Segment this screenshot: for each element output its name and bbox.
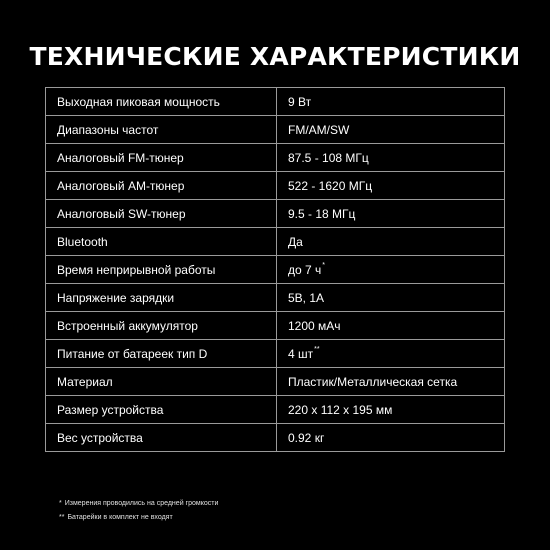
spec-value-text: 9 Вт [288,94,312,109]
spec-value [277,228,505,256]
spec-value-text: Пластик/Металлическая сетка [288,374,458,389]
spec-value [277,172,505,200]
spec-value [277,284,505,312]
table-row [46,396,505,424]
table-row [46,228,505,256]
spec-value-text: 5В, 1А [288,290,325,305]
footnotes [59,497,218,525]
spec-label: Аналоговый FM-тюнер [46,144,277,172]
specs-table [45,87,505,452]
spec-label: Аналоговый SW-тюнер [46,200,277,228]
page-title: ТЕХНИЧЕСКИЕ ХАРАКТЕРИСТИКИ [29,41,521,71]
spec-label: Диапазоны частот [46,116,277,144]
footnote-mark: * [59,500,62,507]
footnote-text: Батарейки в комплект не входят [67,514,173,521]
spec-value [277,200,505,228]
spec-label: Вес устройства [46,424,277,452]
spec-value [277,116,505,144]
spec-label: Встроенный аккумулятор [46,312,277,340]
table-row [46,424,505,452]
spec-value-text: 87.5 - 108 МГц [288,150,369,165]
spec-value-text: FM/AM/SW [288,122,350,137]
table-row [46,368,505,396]
table-row [46,144,505,172]
spec-value [277,256,505,284]
spec-value [277,424,505,452]
spec-label: Материал [46,368,277,396]
table-row [46,312,505,340]
spec-value-text: 220 x 112 x 195 мм [288,402,393,417]
table-row [46,172,505,200]
spec-value [277,88,505,116]
spec-label: Аналоговый AM-тюнер [46,172,277,200]
spec-value-text: 0.92 кг [288,430,325,445]
spec-value [277,312,505,340]
footnote [59,511,218,525]
footnote-text: Измерения проводились на средней громкости [64,500,219,507]
spec-label: Bluetooth [46,228,277,256]
spec-label: Напряжение зарядки [46,284,277,312]
spec-value [277,340,505,368]
footnote-mark: * [322,261,326,269]
spec-label: Выходная пиковая мощность [46,88,277,116]
footnote-mark: ** [314,345,320,353]
table-row [46,340,505,368]
spec-value-text: 9.5 - 18 МГц [288,206,356,221]
table-row [46,200,505,228]
spec-label: Размер устройства [46,396,277,424]
table-row [46,284,505,312]
table-row [46,116,505,144]
spec-label: Время неприрывной работы [46,256,277,284]
spec-value-text: 522 - 1620 МГц [288,178,373,193]
spec-value [277,144,505,172]
spec-value-text: до 7 ч [288,262,322,277]
spec-value [277,396,505,424]
table-row [46,88,505,116]
spec-value-text: 4 шт [288,346,314,361]
spec-value [277,368,505,396]
spec-value-text: Да [288,234,303,249]
footnote [59,497,218,511]
spec-value-text: 1200 мАч [288,318,341,333]
table-row [46,256,505,284]
spec-label: Питание от батареек тип D [46,340,277,368]
footnote-mark: ** [59,514,65,521]
